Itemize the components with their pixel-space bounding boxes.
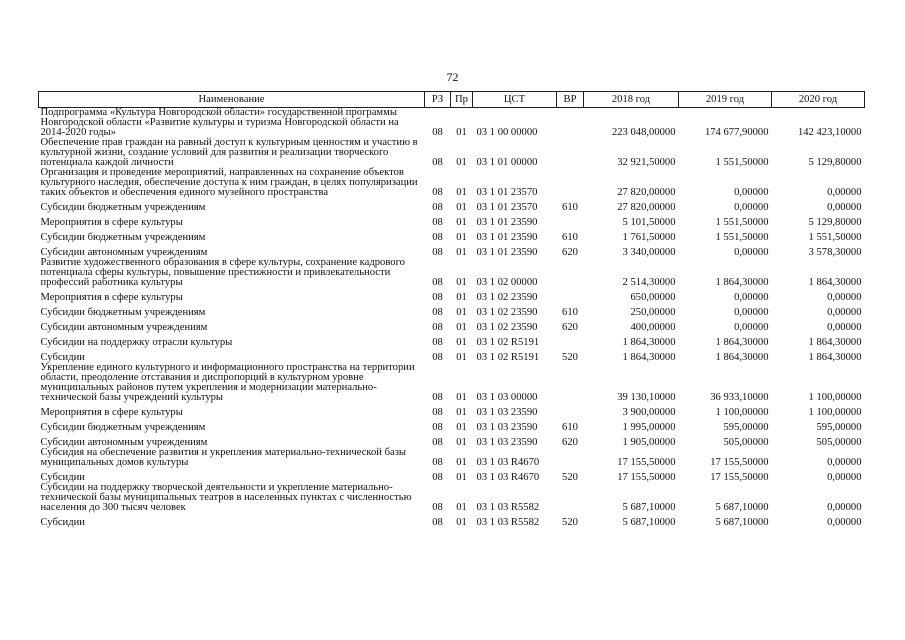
row-2019: 595,00000	[723, 422, 769, 433]
row-rz: 08	[432, 217, 443, 228]
row-vr	[557, 403, 584, 418]
row-vr	[557, 363, 584, 403]
row-vr	[557, 168, 584, 198]
table-body	[39, 108, 865, 529]
row-cst: 03 1 01 23590	[476, 217, 538, 228]
row-2019: 36 933,10000	[710, 392, 769, 403]
header-pr: Пр	[451, 92, 473, 108]
header-2018: 2018 год	[584, 92, 679, 108]
row-pr: 01	[456, 157, 467, 168]
row-vr	[557, 333, 584, 348]
row-2018: 400,00000	[630, 322, 676, 333]
row-2018: 250,00000	[630, 307, 676, 318]
row-rz: 08	[432, 352, 443, 363]
row-2018: 17 155,50000	[617, 472, 676, 483]
row-2020: 1 551,50000	[808, 232, 862, 243]
row-vr: 610	[562, 307, 578, 318]
row-name: Мероприятия в сфере культуры	[40, 217, 183, 228]
row-2018: 5 101,50000	[622, 217, 676, 228]
row-2019: 1 864,30000	[715, 352, 769, 363]
table-row	[39, 228, 865, 243]
row-name: Субсидии	[40, 352, 85, 363]
row-rz: 08	[432, 517, 443, 528]
row-2019: 1 100,00000	[715, 407, 769, 418]
row-2019: 1 864,30000	[715, 337, 769, 348]
table-row	[39, 448, 865, 468]
row-cst: 03 1 02 R5191	[476, 352, 540, 363]
row-2018: 1 864,30000	[622, 352, 676, 363]
row-2019: 0,00000	[734, 247, 769, 258]
row-cst: 03 1 03 R4670	[476, 472, 540, 483]
row-vr: 610	[562, 232, 578, 243]
row-2020: 5 129,80000	[808, 217, 862, 228]
table-row	[39, 403, 865, 418]
row-name: Субсидии на поддержку отрасли культуры	[40, 337, 233, 348]
row-cst: 03 1 02 00000	[476, 277, 538, 288]
row-rz: 08	[432, 457, 443, 468]
row-pr: 01	[456, 472, 467, 483]
row-2019: 17 155,50000	[710, 472, 769, 483]
row-cst: 03 1 01 23590	[476, 247, 538, 258]
row-name: Субсидии на поддержку творческой деятельности и укрепление материально-технической базы муниципальных театров в населенных пунктах с численностью населения до 300 тысяч человек	[40, 482, 412, 513]
row-2019: 0,00000	[734, 202, 769, 213]
table-row	[39, 258, 865, 288]
row-2019: 1 864,30000	[715, 277, 769, 288]
row-2019: 5 687,10000	[715, 517, 769, 528]
row-2019: 17 155,50000	[710, 457, 769, 468]
row-2019: 0,00000	[734, 292, 769, 303]
row-cst: 03 1 02 23590	[476, 307, 538, 318]
header-vr: ВР	[557, 92, 584, 108]
row-rz: 08	[432, 322, 443, 333]
row-pr: 01	[456, 457, 467, 468]
row-rz: 08	[432, 422, 443, 433]
row-vr: 620	[562, 437, 578, 448]
row-2018: 32 921,50000	[617, 157, 676, 168]
row-name: Мероприятия в сфере культуры	[40, 292, 183, 303]
row-2018: 650,00000	[630, 292, 676, 303]
row-2018: 39 130,10000	[617, 392, 676, 403]
row-2018: 223 048,00000	[611, 127, 676, 138]
row-2019: 505,00000	[723, 437, 769, 448]
row-cst: 03 1 01 23570	[476, 202, 538, 213]
header-row	[39, 92, 865, 108]
row-vr: 520	[562, 517, 578, 528]
row-cst: 03 1 03 R5582	[476, 517, 540, 528]
row-vr	[557, 288, 584, 303]
row-pr: 01	[456, 217, 467, 228]
row-2019: 0,00000	[734, 187, 769, 198]
row-pr: 01	[456, 437, 467, 448]
row-rz: 08	[432, 437, 443, 448]
row-pr: 01	[456, 127, 467, 138]
row-name: Подпрограмма «Культура Новгородской области» государственной программы Новгородской области «Развитие культуры и туризма Новгородской области на 2014-2020 годы»	[40, 107, 399, 138]
row-name: Организация и проведение мероприятий, направленных на сохранение объектов культурного наследия, обеспечение доступа к ним граждан, в целях популяризации таких объектов и обеспечения единого музейного пространства	[40, 167, 418, 198]
row-2018: 3 900,00000	[622, 407, 676, 418]
table-row	[39, 333, 865, 348]
row-2018: 3 340,00000	[622, 247, 676, 258]
row-pr: 01	[456, 187, 467, 198]
row-name: Развитие художественного образования в сфере культуры, сохранение кадрового потенциала сферы культуры, повышение престижности и привлекательности профессий работника культуры	[40, 257, 405, 288]
row-pr: 01	[456, 322, 467, 333]
row-name: Субсидии бюджетным учреждениям	[40, 422, 206, 433]
row-2020: 1 864,30000	[808, 277, 862, 288]
header-name: Наименование	[39, 92, 425, 108]
row-2018: 5 687,10000	[622, 517, 676, 528]
table-row	[39, 288, 865, 303]
row-2020: 0,00000	[827, 292, 862, 303]
row-pr: 01	[456, 517, 467, 528]
row-pr: 01	[456, 352, 467, 363]
row-2020: 0,00000	[827, 187, 862, 198]
table-row	[39, 363, 865, 403]
row-pr: 01	[456, 392, 467, 403]
row-pr: 01	[456, 277, 467, 288]
row-name: Субсидии	[40, 517, 85, 528]
row-cst: 03 1 03 R5582	[476, 502, 540, 513]
row-pr: 01	[456, 502, 467, 513]
row-name: Субсидии автономным учреждениям	[40, 247, 208, 258]
row-2020: 0,00000	[827, 322, 862, 333]
row-2018: 17 155,50000	[617, 457, 676, 468]
row-vr: 620	[562, 247, 578, 258]
row-rz: 08	[432, 247, 443, 258]
row-2020: 0,00000	[827, 502, 862, 513]
row-2019: 1 551,50000	[715, 217, 769, 228]
table-row	[39, 168, 865, 198]
header-cst: ЦСТ	[473, 92, 557, 108]
row-name: Субсидии автономным учреждениям	[40, 437, 208, 448]
table-row	[39, 303, 865, 318]
row-2020: 5 129,80000	[808, 157, 862, 168]
row-vr	[557, 108, 584, 139]
row-pr: 01	[456, 422, 467, 433]
table-row	[39, 418, 865, 433]
table-header	[39, 92, 865, 108]
table-row	[39, 483, 865, 513]
row-vr: 610	[562, 422, 578, 433]
table-row	[39, 348, 865, 363]
row-cst: 03 1 03 R4670	[476, 457, 540, 468]
row-cst: 03 1 02 23590	[476, 322, 538, 333]
row-2018: 1 864,30000	[622, 337, 676, 348]
row-2020: 0,00000	[827, 307, 862, 318]
row-rz: 08	[432, 337, 443, 348]
row-rz: 08	[432, 307, 443, 318]
row-pr: 01	[456, 407, 467, 418]
row-name: Субсидии бюджетным учреждениям	[40, 202, 206, 213]
row-cst: 03 1 01 23570	[476, 187, 538, 198]
row-cst: 03 1 03 23590	[476, 407, 538, 418]
row-rz: 08	[432, 472, 443, 483]
row-pr: 01	[456, 292, 467, 303]
row-2020: 0,00000	[827, 202, 862, 213]
row-2020: 3 578,30000	[808, 247, 862, 258]
row-vr	[557, 448, 584, 468]
row-cst: 03 1 02 R5191	[476, 337, 540, 348]
row-rz: 08	[432, 292, 443, 303]
row-name: Субсидии автономным учреждениям	[40, 322, 208, 333]
row-2018: 27 820,00000	[617, 202, 676, 213]
row-2019: 174 677,90000	[704, 127, 769, 138]
table-row	[39, 243, 865, 258]
row-vr	[557, 483, 584, 513]
row-cst: 03 1 03 23590	[476, 437, 538, 448]
row-vr: 520	[562, 472, 578, 483]
row-2020: 1 864,30000	[808, 337, 862, 348]
row-2020: 0,00000	[827, 517, 862, 528]
budget-table	[38, 91, 865, 528]
row-name: Субсидии бюджетным учреждениям	[40, 232, 206, 243]
row-2019: 5 687,10000	[715, 502, 769, 513]
row-vr	[557, 213, 584, 228]
page-number: 72	[446, 70, 459, 84]
row-cst: 03 1 03 00000	[476, 392, 538, 403]
row-rz: 08	[432, 277, 443, 288]
row-rz: 08	[432, 202, 443, 213]
row-pr: 01	[456, 232, 467, 243]
row-2020: 595,00000	[816, 422, 862, 433]
row-2020: 1 864,30000	[808, 352, 862, 363]
row-rz: 08	[432, 392, 443, 403]
row-2018: 1 761,50000	[622, 232, 676, 243]
row-pr: 01	[456, 247, 467, 258]
row-2019: 1 551,50000	[715, 232, 769, 243]
row-2019: 0,00000	[734, 322, 769, 333]
table-row	[39, 213, 865, 228]
table-row	[39, 198, 865, 213]
row-vr: 520	[562, 352, 578, 363]
row-name: Мероприятия в сфере культуры	[40, 407, 183, 418]
row-name: Субсидии бюджетным учреждениям	[40, 307, 206, 318]
header-rz: РЗ	[425, 92, 451, 108]
row-cst: 03 1 02 23590	[476, 292, 538, 303]
row-vr: 620	[562, 322, 578, 333]
row-2018: 1 995,00000	[622, 422, 676, 433]
header-2019: 2019 год	[679, 92, 772, 108]
row-rz: 08	[432, 127, 443, 138]
row-pr: 01	[456, 337, 467, 348]
table-row	[39, 138, 865, 168]
row-2020: 0,00000	[827, 457, 862, 468]
row-vr	[557, 258, 584, 288]
row-2020: 142 423,10000	[797, 127, 862, 138]
row-2020: 0,00000	[827, 472, 862, 483]
table-row	[39, 433, 865, 448]
row-vr: 610	[562, 202, 578, 213]
row-2019: 0,00000	[734, 307, 769, 318]
row-vr	[557, 138, 584, 168]
header-2020: 2020 год	[772, 92, 865, 108]
row-2018: 5 687,10000	[622, 502, 676, 513]
row-2019: 1 551,50000	[715, 157, 769, 168]
table-row	[39, 108, 865, 139]
row-pr: 01	[456, 202, 467, 213]
row-rz: 08	[432, 157, 443, 168]
row-2018: 27 820,00000	[617, 187, 676, 198]
row-rz: 08	[432, 232, 443, 243]
row-2018: 1 905,00000	[622, 437, 676, 448]
row-cst: 03 1 03 23590	[476, 422, 538, 433]
row-cst: 03 1 01 00000	[476, 157, 538, 168]
table-row	[39, 468, 865, 483]
row-name: Укрепление единого культурного и информационного пространства на территории области, преодоление отставания и диспропорций в культурном уровне муниципальных районов путем укрепления и модернизации материально-технической базы учреждений культуры	[40, 362, 415, 403]
row-name: Обеспечение прав граждан на равный доступ к культурным ценностям и участию в культурной жизни, создание условий для развития и реализации творческого потенциала каждой личности	[40, 137, 418, 168]
row-name: Субсидия на обеспечение развития и укрепления материально-технической базы муниципальных домов культуры	[40, 447, 407, 468]
row-2020: 505,00000	[816, 437, 862, 448]
row-name: Субсидии	[40, 472, 85, 483]
row-2020: 1 100,00000	[808, 407, 862, 418]
table-row	[39, 318, 865, 333]
row-2020: 1 100,00000	[808, 392, 862, 403]
row-cst: 03 1 00 00000	[476, 127, 538, 138]
row-rz: 08	[432, 187, 443, 198]
row-rz: 08	[432, 407, 443, 418]
row-2018: 2 514,30000	[622, 277, 676, 288]
row-pr: 01	[456, 307, 467, 318]
table-row	[39, 513, 865, 528]
row-cst: 03 1 01 23590	[476, 232, 538, 243]
row-rz: 08	[432, 502, 443, 513]
